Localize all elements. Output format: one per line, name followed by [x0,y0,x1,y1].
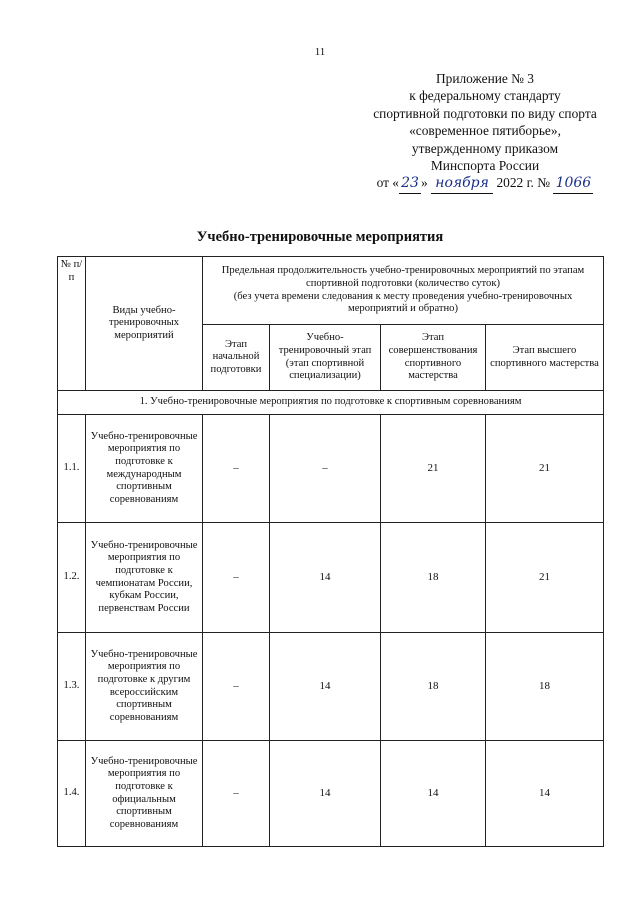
row-number: 1.3. [58,633,86,741]
stage-improvement: Этап совершенствования спортивного мастерства [381,325,486,391]
order-date-line [330,174,640,193]
table-row [58,741,604,847]
row-number: 1.4. [58,741,86,847]
appendix-line: «современное пятиборье», [409,123,561,139]
date-sep: » [421,175,428,191]
row-name: Учебно-тренировочные мероприятия по подготовке к международным спортивным соревнованиям [86,415,203,523]
value-training: – [270,415,381,523]
value-improvement: 18 [381,633,486,741]
section-title: 1. Учебно-тренировочные мероприятия по подготовке к спортивным соревнованиям [58,391,604,415]
appendix-line: спортивной подготовки по виду спорта [373,105,597,121]
stage-initial: Этап начальной подготовки [203,325,270,391]
value-higher: 14 [486,741,604,847]
stage-training: Учебно-тренировочный этап (этап спортивной специализации) [270,325,381,391]
page-number: 11 [314,46,326,58]
section-row [58,391,604,415]
value-higher: 21 [486,415,604,523]
appendix-line: к федеральному стандарту [409,88,561,104]
date-year: 2022 г. № [496,175,551,191]
training-events-table [57,256,604,847]
table-row [58,633,604,741]
row-number: 1.1. [58,415,86,523]
appendix-line: Минспорта России [430,158,540,174]
value-improvement: 21 [381,415,486,523]
row-name: Учебно-тренировочные мероприятия по подготовке к официальным спортивным соревнованиям [86,741,203,847]
header-type: Виды учебно-тренировочных мероприятий [86,257,203,391]
value-initial: – [203,633,270,741]
table-row [58,415,604,523]
order-number: 1066 [553,174,593,193]
value-initial: – [203,415,270,523]
table-row [58,523,604,633]
value-training: 14 [270,741,381,847]
header-num: № п/п [58,257,86,391]
row-name: Учебно-тренировочные мероприятия по подготовке к чемпионатам России, кубкам России, первенствам России [86,523,203,633]
header-duration-note: (без учета времени следования к месту проведения учебно-тренировочных мероприятий и обратно) [233,290,573,315]
value-higher: 21 [486,523,604,633]
value-improvement: 18 [381,523,486,633]
header-duration [203,257,604,325]
value-training: 14 [270,633,381,741]
appendix-header [330,70,640,194]
value-higher: 18 [486,633,604,741]
appendix-line: Приложение № 3 [435,71,535,86]
header-duration-text: Предельная продолжительность учебно-тренировочных мероприятий по этапам спортивной подготовки (количество суток) [221,265,585,289]
stage-higher: Этап высшего спортивного мастерства [486,325,604,391]
date-prefix: от « [376,175,400,191]
date-month: ноября [431,174,493,193]
value-initial: – [203,741,270,847]
value-improvement: 14 [381,741,486,847]
row-name: Учебно-тренировочные мероприятия по подготовке к другим всероссийским спортивным соревнованиям [86,633,203,741]
date-day: 23 [399,174,421,193]
document-title: Учебно-тренировочные мероприятия [196,229,444,245]
value-training: 14 [270,523,381,633]
appendix-line: утвержденному приказом [411,140,559,156]
table-header-row [58,257,604,325]
row-number: 1.2. [58,523,86,633]
value-initial: – [203,523,270,633]
